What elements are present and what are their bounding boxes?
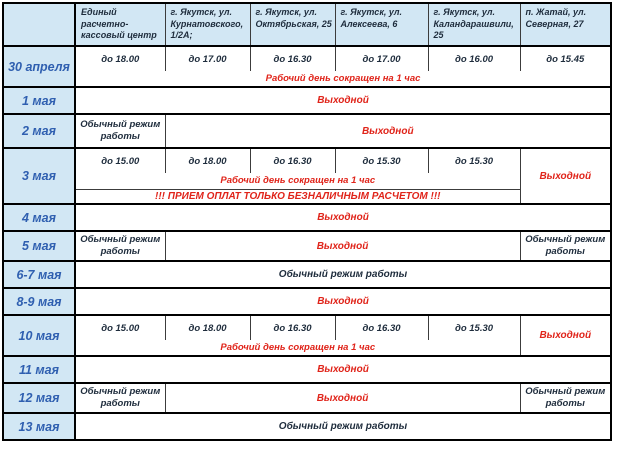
row-may4 <box>3 204 611 231</box>
status-cell: Выходной <box>75 288 611 315</box>
time-cell: до 15.30 <box>428 148 520 173</box>
row-may1 <box>3 87 611 114</box>
regular-hours-cell: Обычный режим работы <box>520 383 611 413</box>
date-cell: 1 мая <box>3 87 75 114</box>
header-cell-kalandarashvili: г. Якутск, ул. Каландарашвили, 25 <box>428 3 520 46</box>
date-cell: 2 мая <box>3 114 75 148</box>
row-apr30-note <box>3 71 611 87</box>
header-cell-oktyabrskaya: г. Якутск, ул. Октябрьская, 25 <box>250 3 335 46</box>
time-cell: до 15.00 <box>75 148 165 173</box>
header-cell-zhatay: п. Жатай, ул. Северная, 27 <box>520 3 611 46</box>
header-cell-erkc: Единый расчетно-кассовый центр <box>75 3 165 46</box>
row-may10 <box>3 315 611 340</box>
row-may2 <box>3 114 611 148</box>
row-may3-note2 <box>3 189 611 204</box>
time-cell: до 18.00 <box>75 46 165 71</box>
status-cell: Выходной <box>165 114 611 148</box>
header-cell-kurnatovskogo: г. Якутск, ул. Курнатовского, 1/2А; <box>165 3 250 46</box>
time-cell: до 15.30 <box>335 148 428 173</box>
status-cell: Обычный режим работы <box>75 413 611 440</box>
date-cell: 30 апреля <box>3 46 75 87</box>
header-row <box>3 3 611 46</box>
regular-hours-cell: Обычный режим работы <box>75 383 165 413</box>
row-may67 <box>3 261 611 288</box>
time-cell: до 15.30 <box>428 315 520 340</box>
row-may3 <box>3 148 611 173</box>
date-cell: 4 мая <box>3 204 75 231</box>
row-may12 <box>3 383 611 413</box>
time-cell: до 16.30 <box>250 315 335 340</box>
date-cell: 11 мая <box>3 356 75 383</box>
row-may10-note <box>3 340 611 356</box>
date-cell: 3 мая <box>3 148 75 204</box>
note-cell: Рабочий день сокращен на 1 час <box>75 340 520 356</box>
date-cell: 13 мая <box>3 413 75 440</box>
status-cell: Выходной <box>520 315 611 356</box>
header-cell-alekseeva: г. Якутск, ул. Алексеева, 6 <box>335 3 428 46</box>
status-cell: Выходной <box>165 231 520 261</box>
time-cell: до 16.30 <box>250 46 335 71</box>
status-cell: Выходной <box>520 148 611 204</box>
status-cell: Выходной <box>75 87 611 114</box>
time-cell: до 18.00 <box>165 148 250 173</box>
row-may13 <box>3 413 611 440</box>
note-cell: !!! ПРИЕМ ОПЛАТ ТОЛЬКО БЕЗНАЛИЧНЫМ РАСЧЕТОМ !!! <box>75 189 520 204</box>
time-cell: до 18.00 <box>165 315 250 340</box>
regular-hours-cell: Обычный режим работы <box>520 231 611 261</box>
date-cell: 10 мая <box>3 315 75 356</box>
time-cell: до 16.30 <box>250 148 335 173</box>
status-cell: Обычный режим работы <box>75 261 611 288</box>
regular-hours-cell: Обычный режим работы <box>75 231 165 261</box>
time-cell: до 16.00 <box>428 46 520 71</box>
date-cell: 12 мая <box>3 383 75 413</box>
status-cell: Выходной <box>75 356 611 383</box>
note-cell: Рабочий день сокращен на 1 час <box>75 173 520 189</box>
schedule-table <box>2 2 612 441</box>
date-cell: 5 мая <box>3 231 75 261</box>
row-apr30 <box>3 46 611 71</box>
row-may5 <box>3 231 611 261</box>
date-cell: 6-7 мая <box>3 261 75 288</box>
row-may3-note1 <box>3 173 611 189</box>
time-cell: до 16.30 <box>335 315 428 340</box>
corner-cell <box>3 3 75 46</box>
date-cell: 8-9 мая <box>3 288 75 315</box>
time-cell: до 15.00 <box>75 315 165 340</box>
status-cell: Выходной <box>75 204 611 231</box>
row-may89 <box>3 288 611 315</box>
regular-hours-cell: Обычный режим работы <box>75 114 165 148</box>
time-cell: до 17.00 <box>335 46 428 71</box>
status-cell: Выходной <box>165 383 520 413</box>
time-cell: до 17.00 <box>165 46 250 71</box>
time-cell: до 15.45 <box>520 46 611 71</box>
note-cell: Рабочий день сокращен на 1 час <box>75 71 611 87</box>
row-may11 <box>3 356 611 383</box>
